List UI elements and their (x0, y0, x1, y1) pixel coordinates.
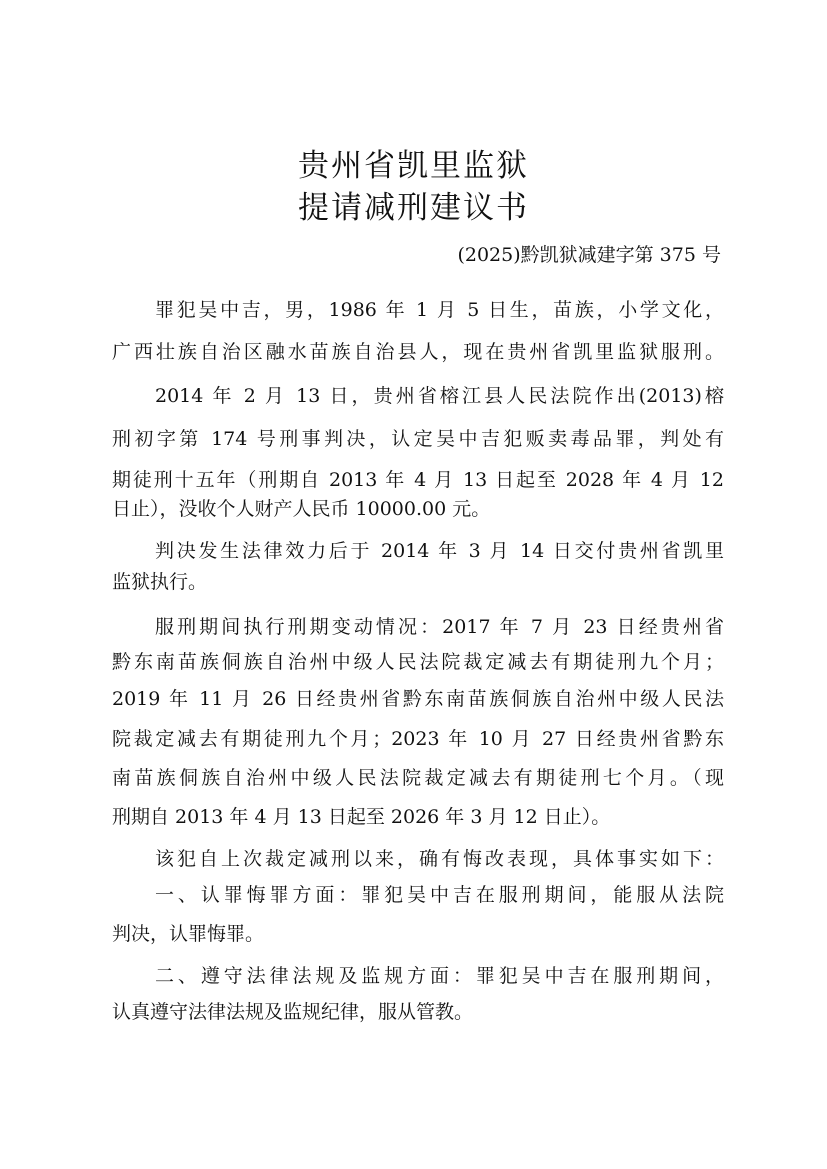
body-line: 刑初字第 174 号刑事判决，认定吴中吉犯贩卖毒品罪，判处有 (112, 428, 724, 450)
body-line: 广西壮族自治区融水苗族自治县人，现在贵州省凯里监狱服刑。 (112, 341, 724, 363)
body-line: 罪犯吴中吉，男，1986 年 1 月 5 日生，苗族，小学文化， (155, 299, 724, 321)
document-title-line-2: 提请减刑建议书 (298, 190, 529, 226)
body-line: 期徒刑十五年（刑期自 2013 年 4 月 13 日起至 2028 年 4 月 12 (112, 469, 724, 491)
body-line: 2019 年 11 月 26 日经贵州省黔东南苗族侗族自治州中级人民法 (112, 688, 724, 710)
document-number: (2025)黔凯狱减建字第 375 号 (457, 244, 721, 266)
body-line: 南苗族侗族自治州中级人民法院裁定减去有期徒刑七个月。（现 (112, 767, 724, 789)
body-line: 院裁定减去有期徒刑九个月；2023 年 10 月 27 日经贵州省黔东 (112, 728, 724, 750)
body-line: 服刑期间执行刑期变动情况：2017 年 7 月 23 日经贵州省 (155, 616, 724, 638)
body-line: 认真遵守法律法规及监规纪律，服从管教。 (112, 1001, 474, 1023)
body-line: 一、认罪悔罪方面：罪犯吴中吉在服刑期间，能服从法院 (155, 884, 724, 906)
body-line: 刑期自 2013 年 4 月 13 日起至 2026 年 3 月 12 日止）。 (112, 806, 611, 828)
body-line: 黔东南苗族侗族自治州中级人民法院裁定减去有期徒刑九个月； (112, 651, 724, 673)
body-line: 判决，认罪悔罪。 (112, 923, 265, 945)
body-line: 2014 年 2 月 13 日，贵州省榕江县人民法院作出(2013)榕 (155, 385, 724, 407)
document-title-line-1: 贵州省凯里监狱 (298, 148, 529, 184)
body-line: 日止），没收个人财产人民币 10000.00 元。 (112, 498, 491, 520)
body-line: 二、遵守法律法规及监规方面：罪犯吴中吉在服刑期间， (155, 965, 724, 987)
body-line: 监狱执行。 (112, 571, 208, 593)
body-line: 该犯自上次裁定减刑以来，确有悔改表现，具体事实如下： (155, 848, 724, 870)
body-line: 判决发生法律效力后于 2014 年 3 月 14 日交付贵州省凯里 (155, 540, 724, 562)
